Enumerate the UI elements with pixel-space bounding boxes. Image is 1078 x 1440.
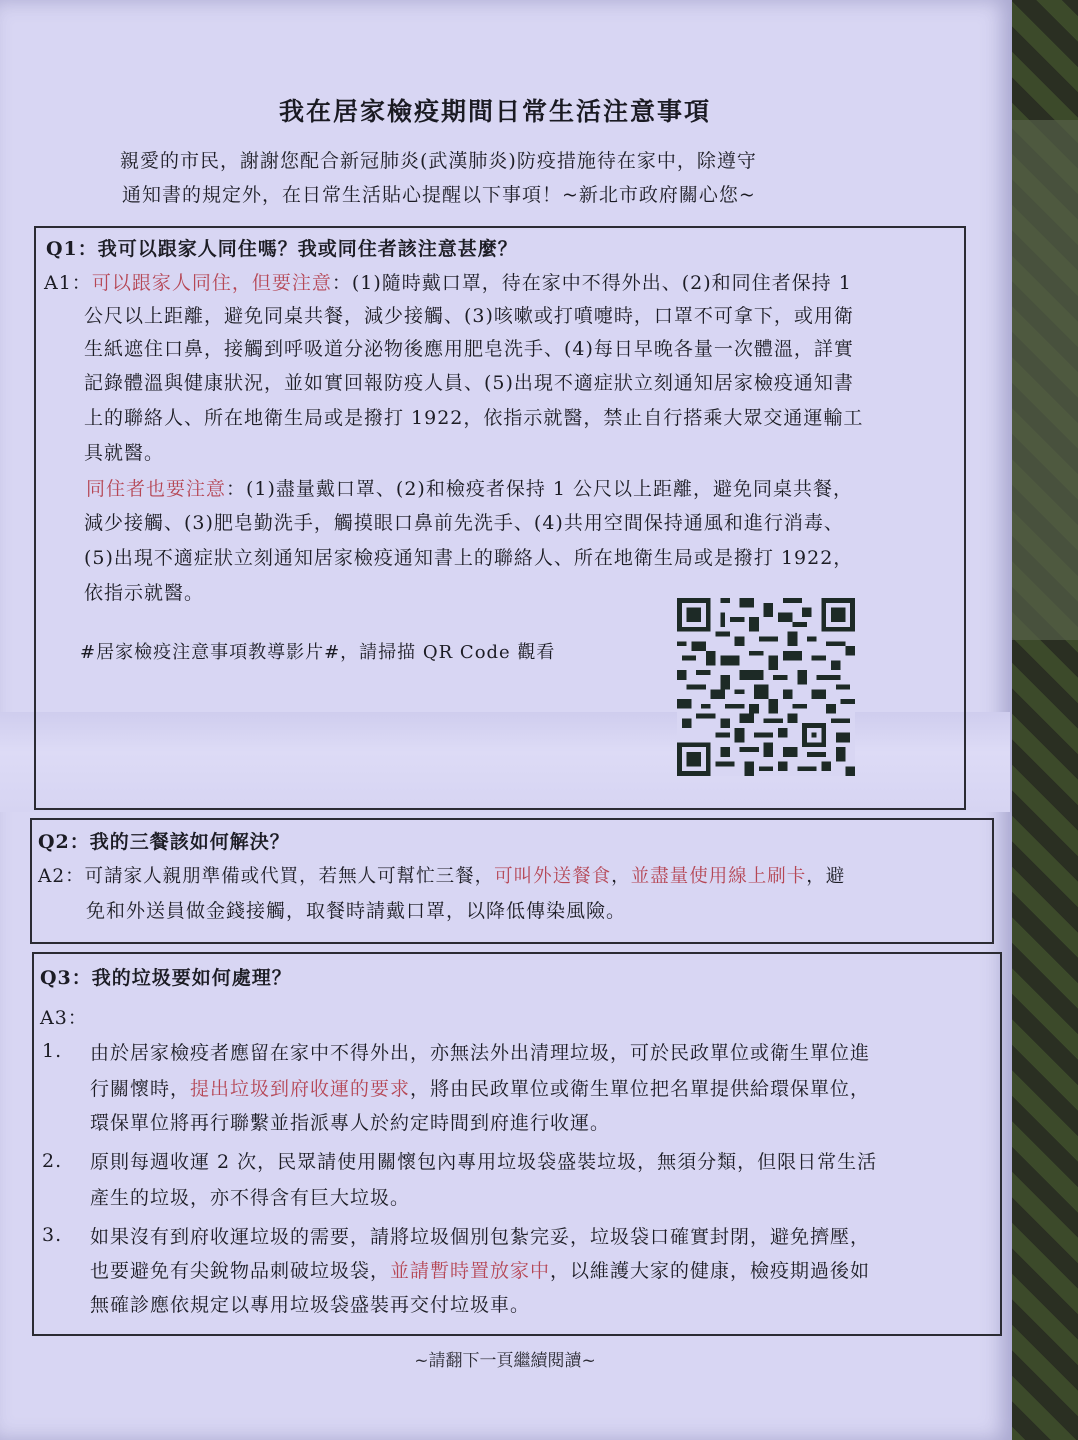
q3-item-text: 也要避免有尖銳物品刺破垃圾袋， (90, 1260, 391, 1282)
q1-cohabitant-highlight: 同住者也要注意 (86, 478, 227, 500)
q3-item-number: 3. (42, 1224, 63, 1246)
q1-answer-line: 記錄體溫與健康狀況，並如實回報防疫人員、(5)出現不適症狀立刻通知居家檢疫通知書 (84, 372, 854, 394)
q1-answer-line-1 (44, 268, 852, 295)
q2-question: Q2：我的三餐該如何解決？ (38, 831, 290, 853)
q3-item-text: ，將由民政單位或衛生單位把名單提供給環保單位， (410, 1078, 871, 1100)
q2-answer-line-2: 免和外送員做金錢接觸，取餐時請戴口罩，以降低傳染風險。 (86, 900, 627, 922)
q2-answer-label: A2： (38, 866, 85, 887)
q2-answer-highlight: 可叫外送餐食 (494, 866, 612, 887)
q2-answer-highlight: 並盡量使用線上刷卡 (630, 866, 807, 887)
q3-item-highlight: 並請暫時置放家中 (390, 1260, 551, 1282)
q1-answer-line: 上的聯絡人、所在地衛生局或是撥打 1922，依指示就醫，禁止自行搭乘大眾交通運輸工 (84, 407, 864, 429)
footer-note: ~請翻下一頁繼續閱讀~ (414, 1351, 596, 1371)
intro-line-2: 通知書的規定外，在日常生活貼心提醒以下事項！~新北市政府關心您~ (122, 184, 756, 206)
q1-answer-text: ：(1)隨時戴口罩，待在家中不得外出、(2)和同住者保持 1 (331, 272, 852, 294)
qr-code[interactable] (673, 598, 859, 776)
q1-question: Q1：我可以跟家人同住嗎？我或同住者該注意甚麼？ (46, 238, 518, 260)
background-object (1010, 120, 1078, 640)
page-title: 我在居家檢疫期間日常生活注意事項 (278, 97, 711, 126)
q1-answer-line: 公尺以上距離，避免同桌共餐，減少接觸、(3)咳嗽或打噴嚏時，口罩不可拿下，或用衛 (84, 305, 854, 327)
q1-cohabitant-line-1 (86, 474, 853, 501)
q3-item-line (90, 1256, 870, 1283)
q3-question: Q3：我的垃圾要如何處理？ (40, 967, 292, 989)
q3-item-number: 2. (42, 1150, 63, 1172)
q1-cohabitant-line: 依指示就醫。 (84, 582, 205, 604)
q2-answer-line-1 (38, 862, 845, 888)
q3-item-line: 原則每週收運 2 次，民眾請使用關懷包內專用垃圾袋盛裝垃圾，無須分類，但限日常生活 (90, 1151, 878, 1173)
q3-item-line (90, 1074, 870, 1101)
video-note: #居家檢疫注意事項教導影片#，請掃描 QR Code 觀看 (80, 642, 556, 663)
q3-answer-label: A3： (40, 1007, 88, 1029)
q3-item-line: 如果沒有到府收運垃圾的需要，請將垃圾個別包紮完妥，垃圾袋口確實封閉，避免擠壓， (90, 1226, 871, 1248)
q2-answer-text: ， (611, 866, 631, 887)
intro-line-1: 親愛的市民，謝謝您配合新冠肺炎(武漢肺炎)防疫措施待在家中，除遵守 (120, 150, 757, 172)
q1-cohabitant-line: 減少接觸、(3)肥皂勤洗手，觸摸眼口鼻前先洗手、(4)共用空間保持通風和進行消毒、 (84, 512, 844, 534)
q3-item-line: 由於居家檢疫者應留在家中不得外出，亦無法外出清理垃圾，可於民政單位或衛生單位進 (90, 1042, 871, 1064)
q3-item-line: 無確診應依規定以專用垃圾袋盛裝再交付垃圾車。 (90, 1294, 531, 1316)
q3-item-number: 1. (42, 1040, 63, 1062)
q3-item-line: 環保單位將再行聯繫並指派專人於約定時間到府進行收運。 (90, 1112, 611, 1134)
q3-item-highlight: 提出垃圾到府收運的要求 (190, 1078, 411, 1100)
q2-answer-text: ，避 (806, 866, 846, 887)
q3-item-text: 行關懷時， (90, 1078, 191, 1100)
q1-answer-label: A1： (44, 272, 92, 294)
q1-cohabitant-text: ：(1)盡量戴口罩、(2)和檢疫者保持 1 公尺以上距離，避免同桌共餐， (226, 478, 854, 500)
q1-answer-line: 生紙遮住口鼻，接觸到呼吸道分泌物後應用肥皂洗手、(4)每日早晚各量一次體溫，詳實 (84, 338, 854, 360)
q1-answer-highlight: 可以跟家人同住，但要注意 (91, 272, 332, 294)
q1-cohabitant-line: (5)出現不適症狀立刻通知居家檢疫通知書上的聯絡人、所在地衛生局或是撥打 1922， (84, 547, 854, 569)
q3-item-text: ，以維護大家的健康，檢疫期過後如 (550, 1260, 871, 1282)
q2-answer-text: 可請家人親朋準備或代買，若無人可幫忙三餐， (84, 866, 495, 887)
q3-item-line: 產生的垃圾，亦不得含有巨大垃圾。 (90, 1187, 411, 1209)
q1-answer-line: 具就醫。 (84, 442, 165, 464)
